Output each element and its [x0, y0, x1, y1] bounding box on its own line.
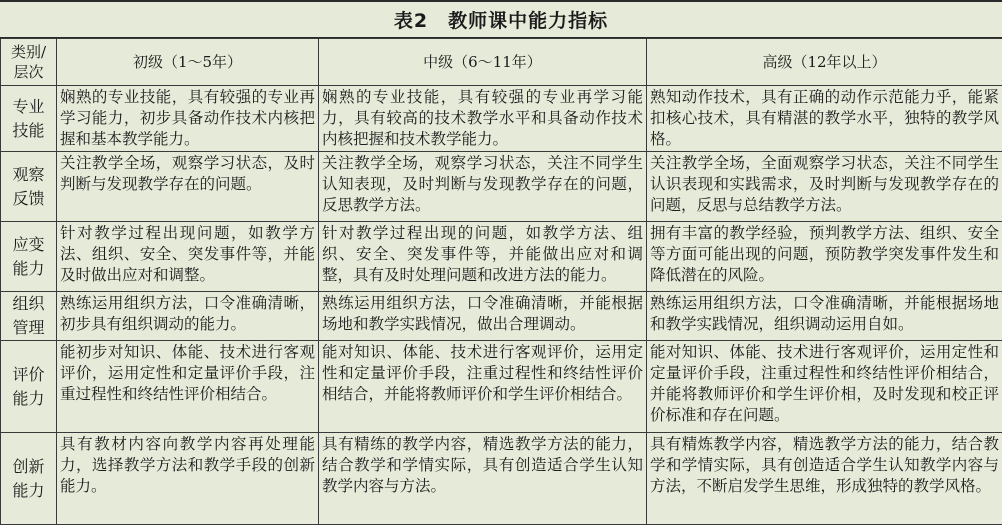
row-label [1, 341, 57, 433]
row-label-line2: 反馈 [3, 187, 54, 211]
table-cell: 能对知识、体能、技术进行客观评价，运用定性和定量评价手段，注重过程性和终结性评价相结合，并能将教师评价和学生评价相，及时发现和校正评价标准和存在问题。 [647, 341, 1002, 433]
table-row [1, 341, 1002, 433]
header-category-cell [1, 39, 57, 86]
header-category-line1: 类别/ [4, 42, 53, 62]
row-label-line2: 能力 [3, 257, 54, 281]
table-cell: 具有教材内容向教学内容再处理能力，选择教学方法和教学手段的创新能力。 [57, 433, 319, 525]
table-cell: 娴熟的专业技能，具有较强的专业再学习能力，具有较高的技术教学水平和具备动作技术内核把握和技术教学能力。 [319, 86, 647, 152]
table-cell: 熟练运用组织方法，口令准确清晰，初步具有组织调动的能力。 [57, 292, 319, 341]
row-label-line1: 评价 [3, 363, 54, 387]
table-row [1, 86, 1002, 152]
table-cell: 熟练运用组织方法，口令准确清晰，并能根据场地和教学实践情况，组织调动运用自如。 [647, 292, 1002, 341]
ability-indicator-table [0, 38, 1002, 525]
table-title: 表2 教师课中能力指标 [0, 0, 1002, 38]
header-intermediate: 中级（6～11年） [319, 39, 647, 86]
table-cell: 具有精练的教学内容，精选教学方法的能力，结合教学和学情实际，具有创造适合学生认知教学内容与方法。 [319, 433, 647, 525]
row-label-line2: 能力 [3, 387, 54, 411]
table-row [1, 152, 1002, 222]
table-cell: 关注教学全场，观察学习状态，关注不同学生认知表现，及时判断与发现教学存在的问题，反思教学方法。 [319, 152, 647, 222]
header-category-line2: 层次 [4, 62, 53, 82]
table-cell: 关注教学全场，全面观察学习状态，关注不同学生认识表现和实践需求，及时判断与发现教学存在的问题，反思与总结教学方法。 [647, 152, 1002, 222]
table-row [1, 433, 1002, 525]
table-cell: 拥有丰富的教学经验，预判教学方法、组织、安全等方面可能出现的问题，预防教学突发事件发生和降低潜在的风险。 [647, 222, 1002, 292]
row-label-line1: 应变 [3, 233, 54, 257]
row-label-line1: 组织 [3, 292, 54, 316]
header-junior: 初级（1～5年） [57, 39, 319, 86]
row-label [1, 152, 57, 222]
header-senior: 高级（12年以上） [647, 39, 1002, 86]
table-cell: 针对教学过程出现的问题，如教学方法、组织、安全、突发事件等，并能做出应对和调整，具有及时处理问题和改进方法的能力。 [319, 222, 647, 292]
table-header-row [1, 39, 1002, 86]
table-cell: 娴熟的专业技能，具有较强的专业再学习能力，初步具备动作技术内核把握和基本教学能力。 [57, 86, 319, 152]
table-cell: 熟知动作技术，具有正确的动作示范能力乎，能紧扣核心技术，具有精湛的教学水平，独特的教学风格。 [647, 86, 1002, 152]
row-label-line1: 观察 [3, 163, 54, 187]
table-cell: 具有精炼教学内容，精选教学方法的能力，结合教学和学情实际，具有创造适合学生认知教学内容与方法，不断启发学生思维，形成独特的教学风格。 [647, 433, 1002, 525]
row-label [1, 292, 57, 341]
table-cell: 熟练运用组织方法，口令准确清晰，并能根据场地和教学实践情况，做出合理调动。 [319, 292, 647, 341]
row-label [1, 86, 57, 152]
row-label [1, 433, 57, 525]
table-row [1, 222, 1002, 292]
row-label-line2: 管理 [3, 316, 54, 340]
table-cell: 能对知识、体能、技术进行客观评价，运用定性和定量评价手段，注重过程性和终结性评价相结合，并能将教师评价和学生评价相结合。 [319, 341, 647, 433]
row-label-line2: 能力 [3, 479, 54, 503]
table-row [1, 292, 1002, 341]
table-cell: 关注教学全场，观察学习状态，及时判断与发现教学存在的问题。 [57, 152, 319, 222]
row-label [1, 222, 57, 292]
row-label-line1: 专业 [3, 95, 54, 119]
table-cell: 能初步对知识、体能、技术进行客观评价，运用定性和定量评价手段，注重过程性和终结性评价相结合。 [57, 341, 319, 433]
table-cell: 针对教学过程出现问题，如教学方法、组织、安全、突发事件等，并能及时做出应对和调整。 [57, 222, 319, 292]
row-label-line1: 创新 [3, 455, 54, 479]
row-label-line2: 技能 [3, 119, 54, 143]
